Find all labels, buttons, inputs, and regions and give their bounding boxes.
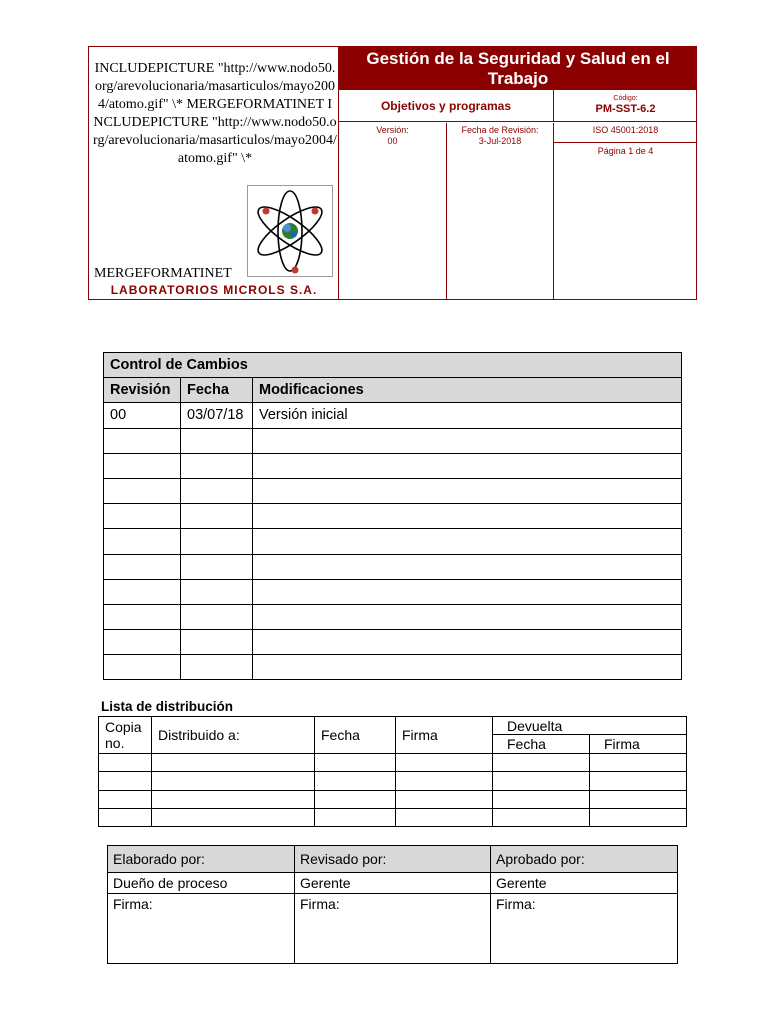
table-row bbox=[104, 554, 682, 579]
revision-date-value: 3-Jul-2018 bbox=[478, 136, 522, 146]
dist-sign-cell[interactable] bbox=[396, 790, 493, 808]
modification-cell[interactable] bbox=[253, 630, 682, 655]
returned-sign-cell[interactable] bbox=[590, 808, 687, 826]
code-value: PM-SST-6.2 bbox=[595, 103, 656, 115]
date-cell[interactable] bbox=[181, 453, 253, 478]
revision-cell[interactable] bbox=[104, 504, 181, 529]
table-row bbox=[99, 790, 687, 808]
dist-date-cell[interactable] bbox=[315, 753, 396, 771]
distribution-table bbox=[98, 716, 687, 827]
modification-cell[interactable] bbox=[253, 428, 682, 453]
logo-cell bbox=[89, 47, 339, 299]
table-row bbox=[104, 453, 682, 478]
table-row bbox=[104, 529, 682, 554]
returned-date-cell[interactable] bbox=[493, 772, 590, 790]
returned-sign-cell[interactable] bbox=[590, 772, 687, 790]
date-cell[interactable]: 03/07/18 bbox=[181, 403, 253, 428]
modification-cell[interactable] bbox=[253, 529, 682, 554]
standard-label: ISO 45001:2018 bbox=[553, 123, 697, 143]
modification-cell[interactable] bbox=[253, 655, 682, 680]
document-title: Gestión de la Seguridad y Salud en el Trabajo bbox=[339, 47, 697, 90]
copy-cell[interactable] bbox=[99, 772, 152, 790]
revision-cell[interactable] bbox=[104, 655, 181, 680]
code-label: Código: bbox=[613, 95, 638, 102]
date-cell[interactable] bbox=[181, 655, 253, 680]
reviewed-by-signature[interactable]: Firma: bbox=[295, 894, 491, 964]
revision-date-cell bbox=[447, 123, 553, 299]
returned-sign-cell[interactable] bbox=[590, 790, 687, 808]
revision-cell[interactable]: 00 bbox=[104, 403, 181, 428]
date-cell[interactable] bbox=[181, 630, 253, 655]
distributed-to-cell[interactable] bbox=[152, 753, 315, 771]
distributed-to-cell[interactable] bbox=[152, 772, 315, 790]
version-cell bbox=[339, 123, 447, 299]
col-returned-sign: Firma bbox=[590, 735, 687, 753]
distribution-body bbox=[99, 753, 687, 827]
revision-cell[interactable] bbox=[104, 453, 181, 478]
col-dist-sign: Firma bbox=[396, 717, 493, 754]
approved-by-role: Gerente bbox=[491, 873, 678, 894]
code-cell bbox=[553, 90, 697, 122]
atom-icon bbox=[247, 185, 333, 277]
dist-sign-cell[interactable] bbox=[396, 772, 493, 790]
table-row bbox=[104, 604, 682, 629]
returned-date-cell[interactable] bbox=[493, 753, 590, 771]
modification-cell[interactable] bbox=[253, 579, 682, 604]
table-row bbox=[104, 478, 682, 503]
date-cell[interactable] bbox=[181, 554, 253, 579]
page-number: Página 1 de 4 bbox=[553, 143, 697, 299]
table-row bbox=[99, 772, 687, 790]
date-cell[interactable] bbox=[181, 604, 253, 629]
field-code-text: INCLUDEPICTURE "http://www.nodo50.org/arevolucionaria/masarticulos/mayo2004/atomo.gif" \* MERGEFORMATINET INCLUDEPICTURE "http://www.nodo50.org/arevolucionaria/masarticulos/mayo2004/atomo.gif" \* bbox=[93, 61, 337, 166]
document-subtitle: Objetivos y programas bbox=[339, 90, 553, 122]
copy-cell[interactable] bbox=[99, 753, 152, 771]
table-row bbox=[99, 808, 687, 826]
elaborated-by-role: Dueño de proceso bbox=[108, 873, 295, 894]
modification-cell[interactable]: Versión inicial bbox=[253, 403, 682, 428]
col-modifications: Modificaciones bbox=[253, 378, 682, 403]
approved-by-label: Aprobado por: bbox=[491, 846, 678, 873]
elaborated-by-label: Elaborado por: bbox=[108, 846, 295, 873]
approval-table bbox=[107, 845, 678, 964]
table-row bbox=[104, 655, 682, 680]
dist-date-cell[interactable] bbox=[315, 790, 396, 808]
date-cell[interactable] bbox=[181, 504, 253, 529]
copy-cell[interactable] bbox=[99, 808, 152, 826]
reviewed-by-label: Revisado por: bbox=[295, 846, 491, 873]
changes-body bbox=[104, 403, 682, 680]
revision-cell[interactable] bbox=[104, 428, 181, 453]
date-cell[interactable] bbox=[181, 428, 253, 453]
dist-sign-cell[interactable] bbox=[396, 753, 493, 771]
col-distributed-to: Distribuido a: bbox=[152, 717, 315, 754]
col-returned-date: Fecha bbox=[493, 735, 590, 753]
col-copy: Copia no. bbox=[99, 717, 152, 754]
reviewed-by-role: Gerente bbox=[295, 873, 491, 894]
revision-cell[interactable] bbox=[104, 554, 181, 579]
revision-cell[interactable] bbox=[104, 630, 181, 655]
table-row bbox=[104, 630, 682, 655]
modification-cell[interactable] bbox=[253, 453, 682, 478]
revision-date-label: Fecha de Revisión: bbox=[461, 125, 539, 135]
table-row bbox=[104, 428, 682, 453]
col-dist-date: Fecha bbox=[315, 717, 396, 754]
table-row bbox=[104, 579, 682, 604]
col-returned: Devuelta bbox=[493, 717, 687, 735]
dist-date-cell[interactable] bbox=[315, 772, 396, 790]
col-revision: Revisión bbox=[104, 378, 181, 403]
distribution-title: Lista de distribución bbox=[101, 699, 234, 714]
modification-cell[interactable] bbox=[253, 504, 682, 529]
modification-cell[interactable] bbox=[253, 604, 682, 629]
table-row bbox=[104, 403, 682, 428]
modification-cell[interactable] bbox=[253, 478, 682, 503]
returned-date-cell[interactable] bbox=[493, 790, 590, 808]
table-row bbox=[104, 504, 682, 529]
version-label: Versión: bbox=[376, 125, 409, 135]
returned-sign-cell[interactable] bbox=[590, 753, 687, 771]
date-cell[interactable] bbox=[181, 529, 253, 554]
company-name: LABORATORIOS MICROLS S.A. bbox=[110, 283, 318, 297]
col-date: Fecha bbox=[181, 378, 253, 403]
dist-date-cell[interactable] bbox=[315, 808, 396, 826]
distributed-to-cell[interactable] bbox=[152, 808, 315, 826]
field-code-tail: MERGEFORMATINET bbox=[94, 266, 232, 281]
returned-date-cell[interactable] bbox=[493, 808, 590, 826]
date-cell[interactable] bbox=[181, 579, 253, 604]
revision-cell[interactable] bbox=[104, 604, 181, 629]
changes-title: Control de Cambios bbox=[104, 353, 682, 378]
dist-sign-cell[interactable] bbox=[396, 808, 493, 826]
revision-cell[interactable] bbox=[104, 478, 181, 503]
elaborated-by-signature[interactable]: Firma: bbox=[108, 894, 295, 964]
changes-table bbox=[103, 352, 682, 680]
table-row bbox=[99, 753, 687, 771]
approved-by-signature[interactable]: Firma: bbox=[491, 894, 678, 964]
copy-cell[interactable] bbox=[99, 790, 152, 808]
modification-cell[interactable] bbox=[253, 554, 682, 579]
date-cell[interactable] bbox=[181, 478, 253, 503]
version-value: 00 bbox=[387, 136, 398, 146]
revision-cell[interactable] bbox=[104, 579, 181, 604]
document-header bbox=[88, 46, 697, 300]
distributed-to-cell[interactable] bbox=[152, 790, 315, 808]
revision-cell[interactable] bbox=[104, 529, 181, 554]
